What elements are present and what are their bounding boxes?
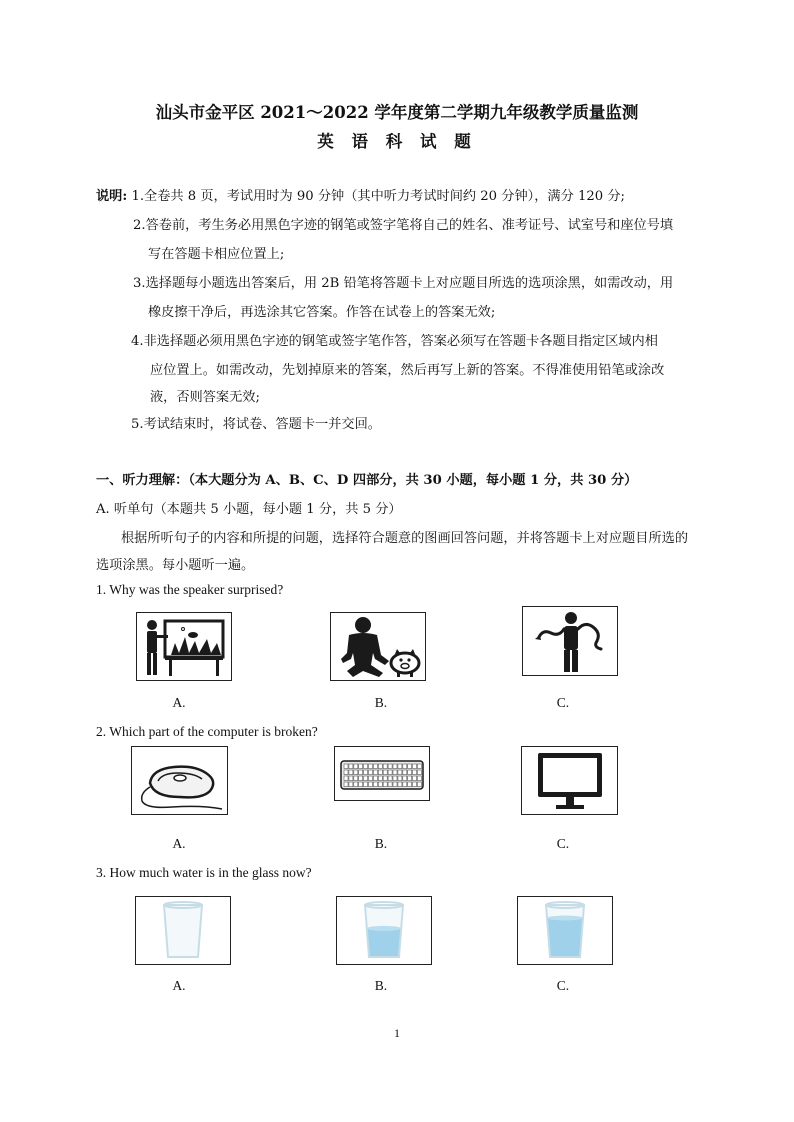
q3-option-a-label: A. [172, 978, 186, 993]
empty-glass-icon [136, 897, 230, 964]
glass-outline [546, 905, 584, 957]
monitor-icon [522, 747, 617, 814]
instruction-line-2: 2.答卷前，考生务必用黑色字迹的钢笔或签字笔将自己的姓名、准考证号、试室号和座位号填 [133, 218, 674, 233]
question-1: 1. Why was the speaker surprised? [96, 582, 284, 597]
q1-option-a-label: A. [172, 695, 186, 710]
q2-option-b-label: B. [374, 836, 388, 851]
q3-option-c-label: C. [556, 978, 570, 993]
computer-mouse-icon [132, 747, 227, 814]
part-a-instructions-1: 根据所听句子的内容和所提的问题，选择符合题意的图画回答问题，并将答题卡上对应题目所选的 [121, 531, 689, 546]
q2-option-b-image [334, 746, 430, 801]
man-with-snake-icon [523, 607, 617, 675]
q1-option-a-image [136, 612, 232, 681]
q1-option-c-label: C. [556, 695, 570, 710]
page-title: 汕头市金平区 2021～2022 学年度第二学期九年级教学质量监测 [155, 103, 639, 122]
part-a-instructions-2: 选项涂黑。每小题听一遍。 [96, 558, 255, 573]
glass-outline [164, 905, 202, 957]
man-with-fish-tank-icon [137, 613, 231, 680]
q2-option-c-image [521, 746, 618, 815]
q2-option-a-label: A. [172, 836, 186, 851]
part-a-title: A. 听单句（本题共 5 小题，每小题 1 分，共 5 分） [96, 502, 402, 517]
question-3: 3. How much water is in the glass now? [96, 865, 312, 880]
instruction-line-5: 橡皮擦干净后，再选涂其它答案。作答在试卷上的答案无效; [148, 305, 496, 320]
q3-option-c-image [517, 896, 613, 965]
page-subtitle: 英 语 科 试 题 [317, 132, 477, 151]
instruction-line-7: 应位置上。如需改动，先划掉原来的答案，然后再写上新的答案。不得准使用铅笔或涂改 [150, 363, 665, 378]
keyboard-icon [335, 747, 429, 800]
page-number: 1 [394, 1026, 400, 1040]
instruction-text: 1.全卷共 8 页，考试用时为 90 分钟（其中听力考试时间约 20 分钟），满分 120 分; [127, 189, 625, 204]
q2-option-c-label: C. [556, 836, 570, 851]
glass-outline [365, 905, 403, 957]
q1-option-c-image [522, 606, 618, 676]
instructions-label: 说明: [96, 189, 128, 204]
q3-option-b-image [336, 896, 432, 965]
q2-option-a-image [131, 746, 228, 815]
instruction-line-9: 5.考试结束时，将试卷、答题卡一并交回。 [131, 417, 381, 432]
instruction-line-8: 液，否则答案无效; [150, 390, 260, 405]
mostly-full-glass-icon [518, 897, 612, 964]
instruction-line-6: 4.非选择题必须用黑色字迹的钢笔或签字笔作答，答案必须写在答题卡各题目指定区域内相 [131, 334, 658, 349]
instruction-line-4: 3.选择题每小题选出答案后，用 2B 铅笔将答题卡上对应题目所选的选项涂黑，如需改动，用 [133, 276, 674, 291]
question-2: 2. Which part of the computer is broken? [96, 724, 318, 739]
q3-option-b-label: B. [374, 978, 388, 993]
q1-option-b-label: B. [374, 695, 388, 710]
q3-option-a-image [135, 896, 231, 965]
half-full-glass-icon [337, 897, 431, 964]
instruction-line-3: 写在答题卡相应位置上; [148, 247, 285, 262]
q1-option-b-image [330, 612, 426, 681]
instruction-line-1 [96, 185, 625, 204]
man-with-piggy-bank-icon [331, 613, 425, 680]
section-heading: 一、听力理解：（本大题分为 A、B、C、D 四部分，共 30 小题，每小题 1 分，共 30 分） [96, 473, 638, 488]
